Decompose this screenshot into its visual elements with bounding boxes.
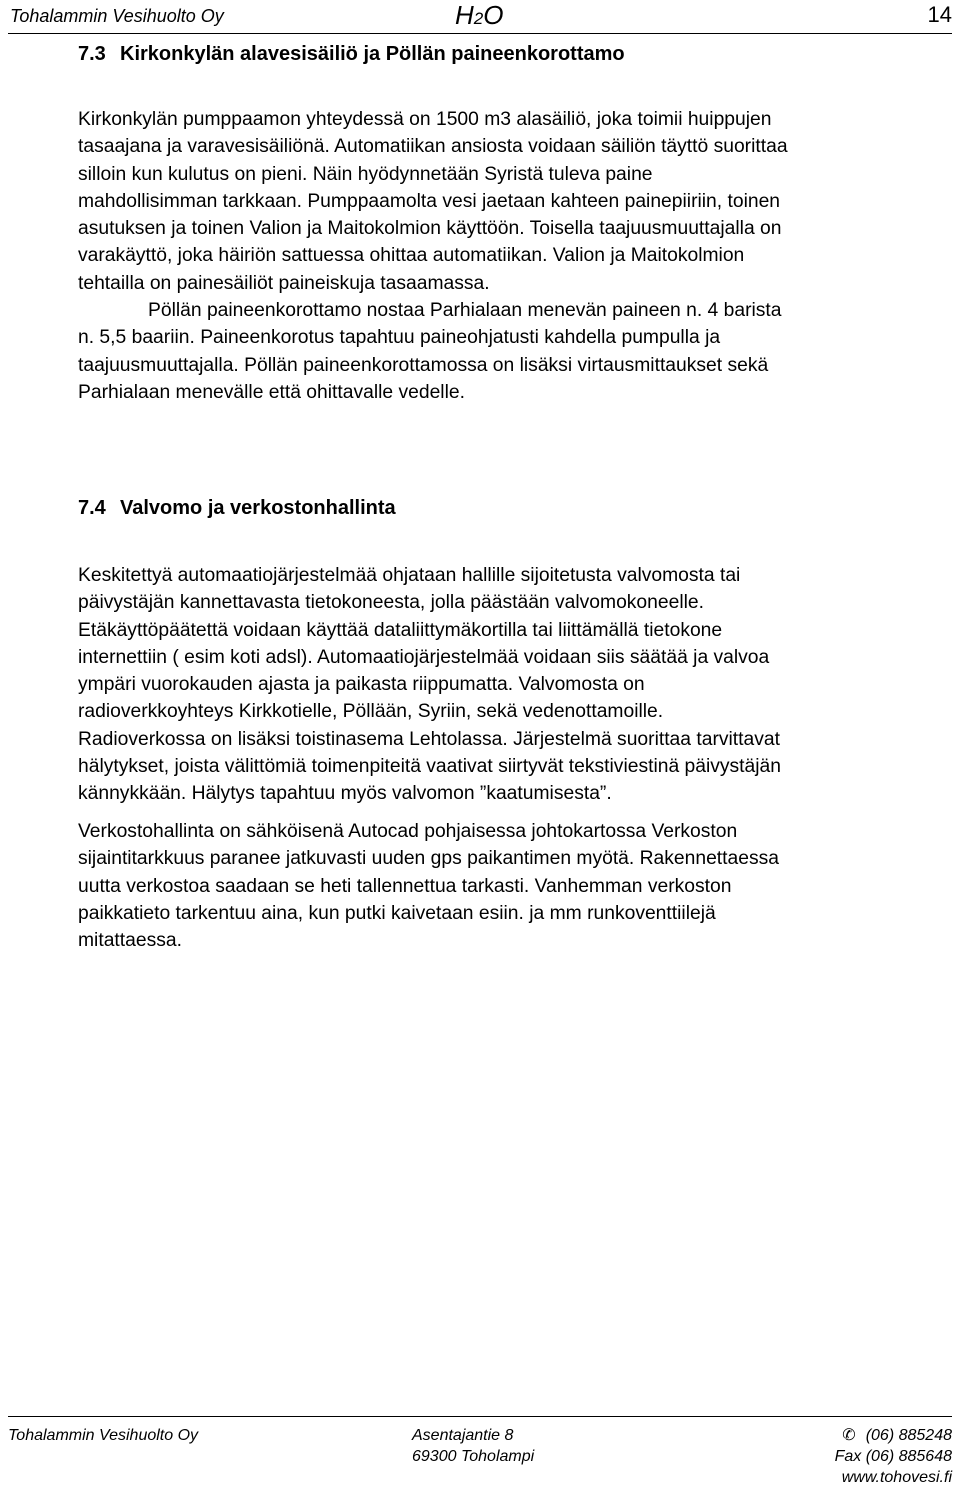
text-line: Etäkäyttöpäätettä voidaan käyttää dataliittymäkortilla tai liittämällä tietokone xyxy=(78,619,723,641)
section-7-4-paragraph-2 xyxy=(78,818,958,954)
text-line: ympäri vuorokauden ajasta ja paikasta riippumatta. Valvomosta on xyxy=(78,674,645,696)
footer-company: Tohalammin Vesihuolto Oy xyxy=(8,1427,199,1444)
text-line: Kirkonkylän pumppaamon yhteydessä on 1500 m3 alasäiliö, joka toimii huippujen xyxy=(78,109,772,130)
text-line-indented: Pöllän paineenkorottamo nostaa Parhialaan menevän paineen n. 4 barista xyxy=(148,300,782,322)
text-line: radioverkkoyhteys Kirkkotielle, Pöllään, Syriin, sekä vedenottamoille. xyxy=(78,701,664,723)
text-line: Radioverkossa on lisäksi toistinasema Lehtolassa. Järjestelmä suorittaa tarvittavat xyxy=(78,728,780,750)
footer-company-block xyxy=(8,1425,198,1446)
text-line: internettiin ( esim koti adsl). Automaatiojärjestelmää voidaan siis säätää ja valvoa xyxy=(78,646,770,668)
section-7-4-paragraph-1 xyxy=(78,562,958,808)
text-line: taajuusmuuttajalla. Pöllän paineenkorottamossa on lisäksi virtausmittaukset sekä xyxy=(78,354,769,376)
footer-divider xyxy=(8,1416,952,1417)
section-title: Valvomo ja verkostonhallinta xyxy=(120,497,396,519)
section-title: Kirkonkylän alavesisäiliö ja Pöllän paineenkorottamo xyxy=(120,43,625,65)
text-line: tehtailla on painesäiliöt paineiskuja tasaamassa. xyxy=(78,272,490,294)
text-line: tasaajana ja varavesisäiliönä. Automatiikan ansiosta voidaan säiliön täyttö suorittaa xyxy=(78,136,788,158)
text-line: kännykkään. Hälytys tapahtuu myös valvomon ”kaatumisesta”. xyxy=(78,783,612,805)
footer-contact-block xyxy=(835,1425,952,1488)
text-line: varakäyttö, joka häiriön sattuessa ohittaa automatiikan. Valion ja Maitokolmion xyxy=(78,245,745,267)
text-line: silloin kun kulutus on pieni. Näin hyödynnetään Syristä tuleva paine xyxy=(78,163,653,185)
section-7-3-body xyxy=(78,106,958,406)
page-number: 14 xyxy=(927,2,952,27)
footer-city: 69300 Toholampi xyxy=(412,1448,535,1465)
footer-address-block xyxy=(412,1425,534,1467)
phone-icon: ✆ xyxy=(842,1427,856,1444)
footer-fax: Fax (06) 885648 xyxy=(834,1448,952,1465)
footer-phone: (06) 885248 xyxy=(865,1427,952,1444)
footer-phone-line xyxy=(835,1425,952,1446)
header-divider xyxy=(8,33,952,34)
text-line: n. 5,5 baariin. Paineenkorotus tapahtuu paineohjatusti kahdella pumpulla ja xyxy=(78,327,721,349)
logo-o: O xyxy=(483,0,504,30)
text-line: sijaintitarkkuus paranee jatkuvasti uuden gps paikantimen myötä. Rakennettaessa xyxy=(78,848,779,870)
section-7-3-heading xyxy=(78,40,625,68)
text-line: asutuksen ja toinen Valion ja Maitokolmion käyttöön. Toisella taajuusmuuttajalla on xyxy=(78,218,782,240)
text-line: Keskitettyä automaatiojärjestelmää ohjataan hallille sijoitetusta valvomosta tai xyxy=(78,565,741,586)
text-line: Parhialaan menevälle että ohittavalle vedelle. xyxy=(78,381,465,403)
footer-web: www.tohovesi.fi xyxy=(841,1469,952,1486)
header-company: Tohalammin Vesihuolto Oy xyxy=(10,6,224,26)
text-line: päivystäjän kannettavasta tietokoneesta, jolla päästään valvomokoneelle. xyxy=(78,592,704,614)
text-line: Verkostohallinta on sähköisenä Autocad pohjaisessa johtokartossa Verkoston xyxy=(78,821,738,842)
text-line: hälytykset, joista välittömiä toimenpiteitä vaativat siirtyvät tekstiviestinä päivystäjän xyxy=(78,756,781,778)
section-7-4-heading xyxy=(78,494,396,522)
text-line: mitattaessa. xyxy=(78,930,182,952)
logo-h: H xyxy=(455,0,474,30)
footer-street: Asentajantie 8 xyxy=(412,1427,514,1444)
text-line: uutta verkostoa saadaan se heti tallennettua tarkasti. Vanhemman verkoston xyxy=(78,875,732,897)
text-line: paikkatieto tarkentuu aina, kun putki kaivetaan esiin. ja mm runkoventtiilejä xyxy=(78,902,716,924)
text-line: mahdollisimman tarkkaan. Pumppaamolta vesi jaetaan kahteen painepiiriin, toinen xyxy=(78,190,781,212)
logo-sub: 2 xyxy=(473,9,484,28)
header-logo xyxy=(455,0,503,34)
section-number: 7.4 xyxy=(78,497,106,519)
section-number: 7.3 xyxy=(78,43,106,65)
